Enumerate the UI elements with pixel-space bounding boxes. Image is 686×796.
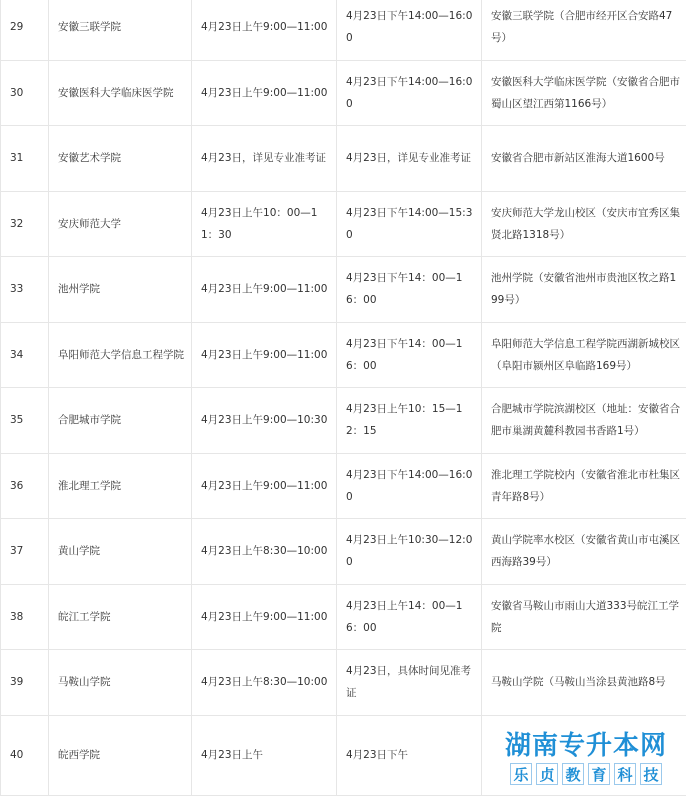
watermark-char: 乐 — [510, 763, 532, 785]
afternoon-exam-time: 4月23日上午10:30—12:00 — [337, 519, 482, 585]
row-number: 34 — [1, 322, 49, 388]
morning-exam-time: 4月23日上午9:00—11:00 — [192, 584, 337, 650]
school-name: 池州学院 — [49, 257, 192, 323]
morning-exam-time: 4月23日上午 — [192, 715, 337, 795]
exam-address: 安徽三联学院（合肥市经开区合安路47号） — [482, 0, 686, 60]
school-name: 淮北理工学院 — [49, 453, 192, 519]
watermark-char: 教 — [562, 763, 584, 785]
morning-exam-time: 4月23日上午9:00—10:30 — [192, 388, 337, 454]
table-row — [1, 453, 686, 519]
morning-exam-time: 4月23日上午8:30—10:00 — [192, 650, 337, 716]
row-number: 37 — [1, 519, 49, 585]
afternoon-exam-time: 4月23日下午14：00—16：00 — [337, 257, 482, 323]
school-name: 皖江工学院 — [49, 584, 192, 650]
exam-address: 安徽医科大学临床医学院（安徽省合肥市蜀山区望江西第1166号） — [482, 60, 686, 126]
morning-exam-time: 4月23日上午9:00—11:00 — [192, 257, 337, 323]
morning-exam-time: 4月23日，详见专业准考证 — [192, 126, 337, 192]
row-number: 33 — [1, 257, 49, 323]
morning-exam-time: 4月23日上午9:00—11:00 — [192, 322, 337, 388]
table-row — [1, 519, 686, 585]
school-name: 阜阳师范大学信息工程学院 — [49, 322, 192, 388]
morning-exam-time: 4月23日上午9:00—11:00 — [192, 0, 337, 60]
table-row — [1, 126, 686, 192]
watermark-char: 技 — [640, 763, 662, 785]
row-number: 30 — [1, 60, 49, 126]
watermark-char: 贞 — [536, 763, 558, 785]
row-number: 29 — [1, 0, 49, 60]
exam-address: 安徽省合肥市新站区淮海大道1600号 — [482, 126, 686, 192]
morning-exam-time: 4月23日上午9:00—11:00 — [192, 60, 337, 126]
row-number: 38 — [1, 584, 49, 650]
exam-address: 阜阳师范大学信息工程学院西湖新城校区（阜阳市颍州区阜临路169号） — [482, 322, 686, 388]
table-row — [1, 257, 686, 323]
school-name: 安徽医科大学临床医学院 — [49, 60, 192, 126]
watermark-title: 湖南专升本网 — [490, 731, 682, 761]
afternoon-exam-time: 4月23日，具体时间见准考证 — [337, 650, 482, 716]
row-number: 31 — [1, 126, 49, 192]
afternoon-exam-time: 4月23日上午10：15—12：15 — [337, 388, 482, 454]
exam-address: 安徽省马鞍山市雨山大道333号皖江工学院 — [482, 584, 686, 650]
exam-address: 黄山学院率水校区（安徽省黄山市屯溪区西海路39号） — [482, 519, 686, 585]
exam-address: 安庆师范大学龙山校区（安庆市宜秀区集贤北路1318号） — [482, 191, 686, 257]
table-row — [1, 650, 686, 716]
school-name: 安徽三联学院 — [49, 0, 192, 60]
table-row — [1, 715, 686, 795]
morning-exam-time: 4月23日上午8:30—10:00 — [192, 519, 337, 585]
school-name: 安庆师范大学 — [49, 191, 192, 257]
afternoon-exam-time: 4月23日下午14：00—16：00 — [337, 322, 482, 388]
table-row — [1, 388, 686, 454]
table-row — [1, 60, 686, 126]
exam-address: 池州学院（安徽省池州市贵池区牧之路199号） — [482, 257, 686, 323]
row-number: 36 — [1, 453, 49, 519]
afternoon-exam-time: 4月23日下午14:00—16:00 — [337, 453, 482, 519]
exam-address: 淮北理工学院校内（安徽省淮北市杜集区青年路8号） — [482, 453, 686, 519]
afternoon-exam-time: 4月23日下午14:00—15:30 — [337, 191, 482, 257]
exam-address — [482, 715, 686, 795]
school-name: 安徽艺术学院 — [49, 126, 192, 192]
row-number: 32 — [1, 191, 49, 257]
afternoon-exam-time: 4月23日，详见专业准考证 — [337, 126, 482, 192]
afternoon-exam-time: 4月23日下午14:00—16:00 — [337, 0, 482, 60]
afternoon-exam-time: 4月23日下午14:00—16:00 — [337, 60, 482, 126]
row-number: 40 — [1, 715, 49, 795]
morning-exam-time: 4月23日上午9:00—11:00 — [192, 453, 337, 519]
morning-exam-time: 4月23日上午10：00—11：30 — [192, 191, 337, 257]
afternoon-exam-time: 4月23日下午 — [337, 715, 482, 795]
table-row — [1, 0, 686, 60]
table-body — [1, 0, 686, 795]
watermark-char: 育 — [588, 763, 610, 785]
table-row — [1, 191, 686, 257]
table-row — [1, 322, 686, 388]
exam-address: 马鞍山学院（马鞍山当涂县黄池路8号 — [482, 650, 686, 716]
table-row — [1, 584, 686, 650]
school-name: 皖西学院 — [49, 715, 192, 795]
watermark-char: 科 — [614, 763, 636, 785]
school-name: 合肥城市学院 — [49, 388, 192, 454]
afternoon-exam-time: 4月23日上午14：00—16：00 — [337, 584, 482, 650]
row-number: 35 — [1, 388, 49, 454]
exam-address: 合肥城市学院滨湖校区（地址：安徽省合肥市巢湖黄麓科教园书香路1号） — [482, 388, 686, 454]
school-name: 马鞍山学院 — [49, 650, 192, 716]
school-name: 黄山学院 — [49, 519, 192, 585]
row-number: 39 — [1, 650, 49, 716]
